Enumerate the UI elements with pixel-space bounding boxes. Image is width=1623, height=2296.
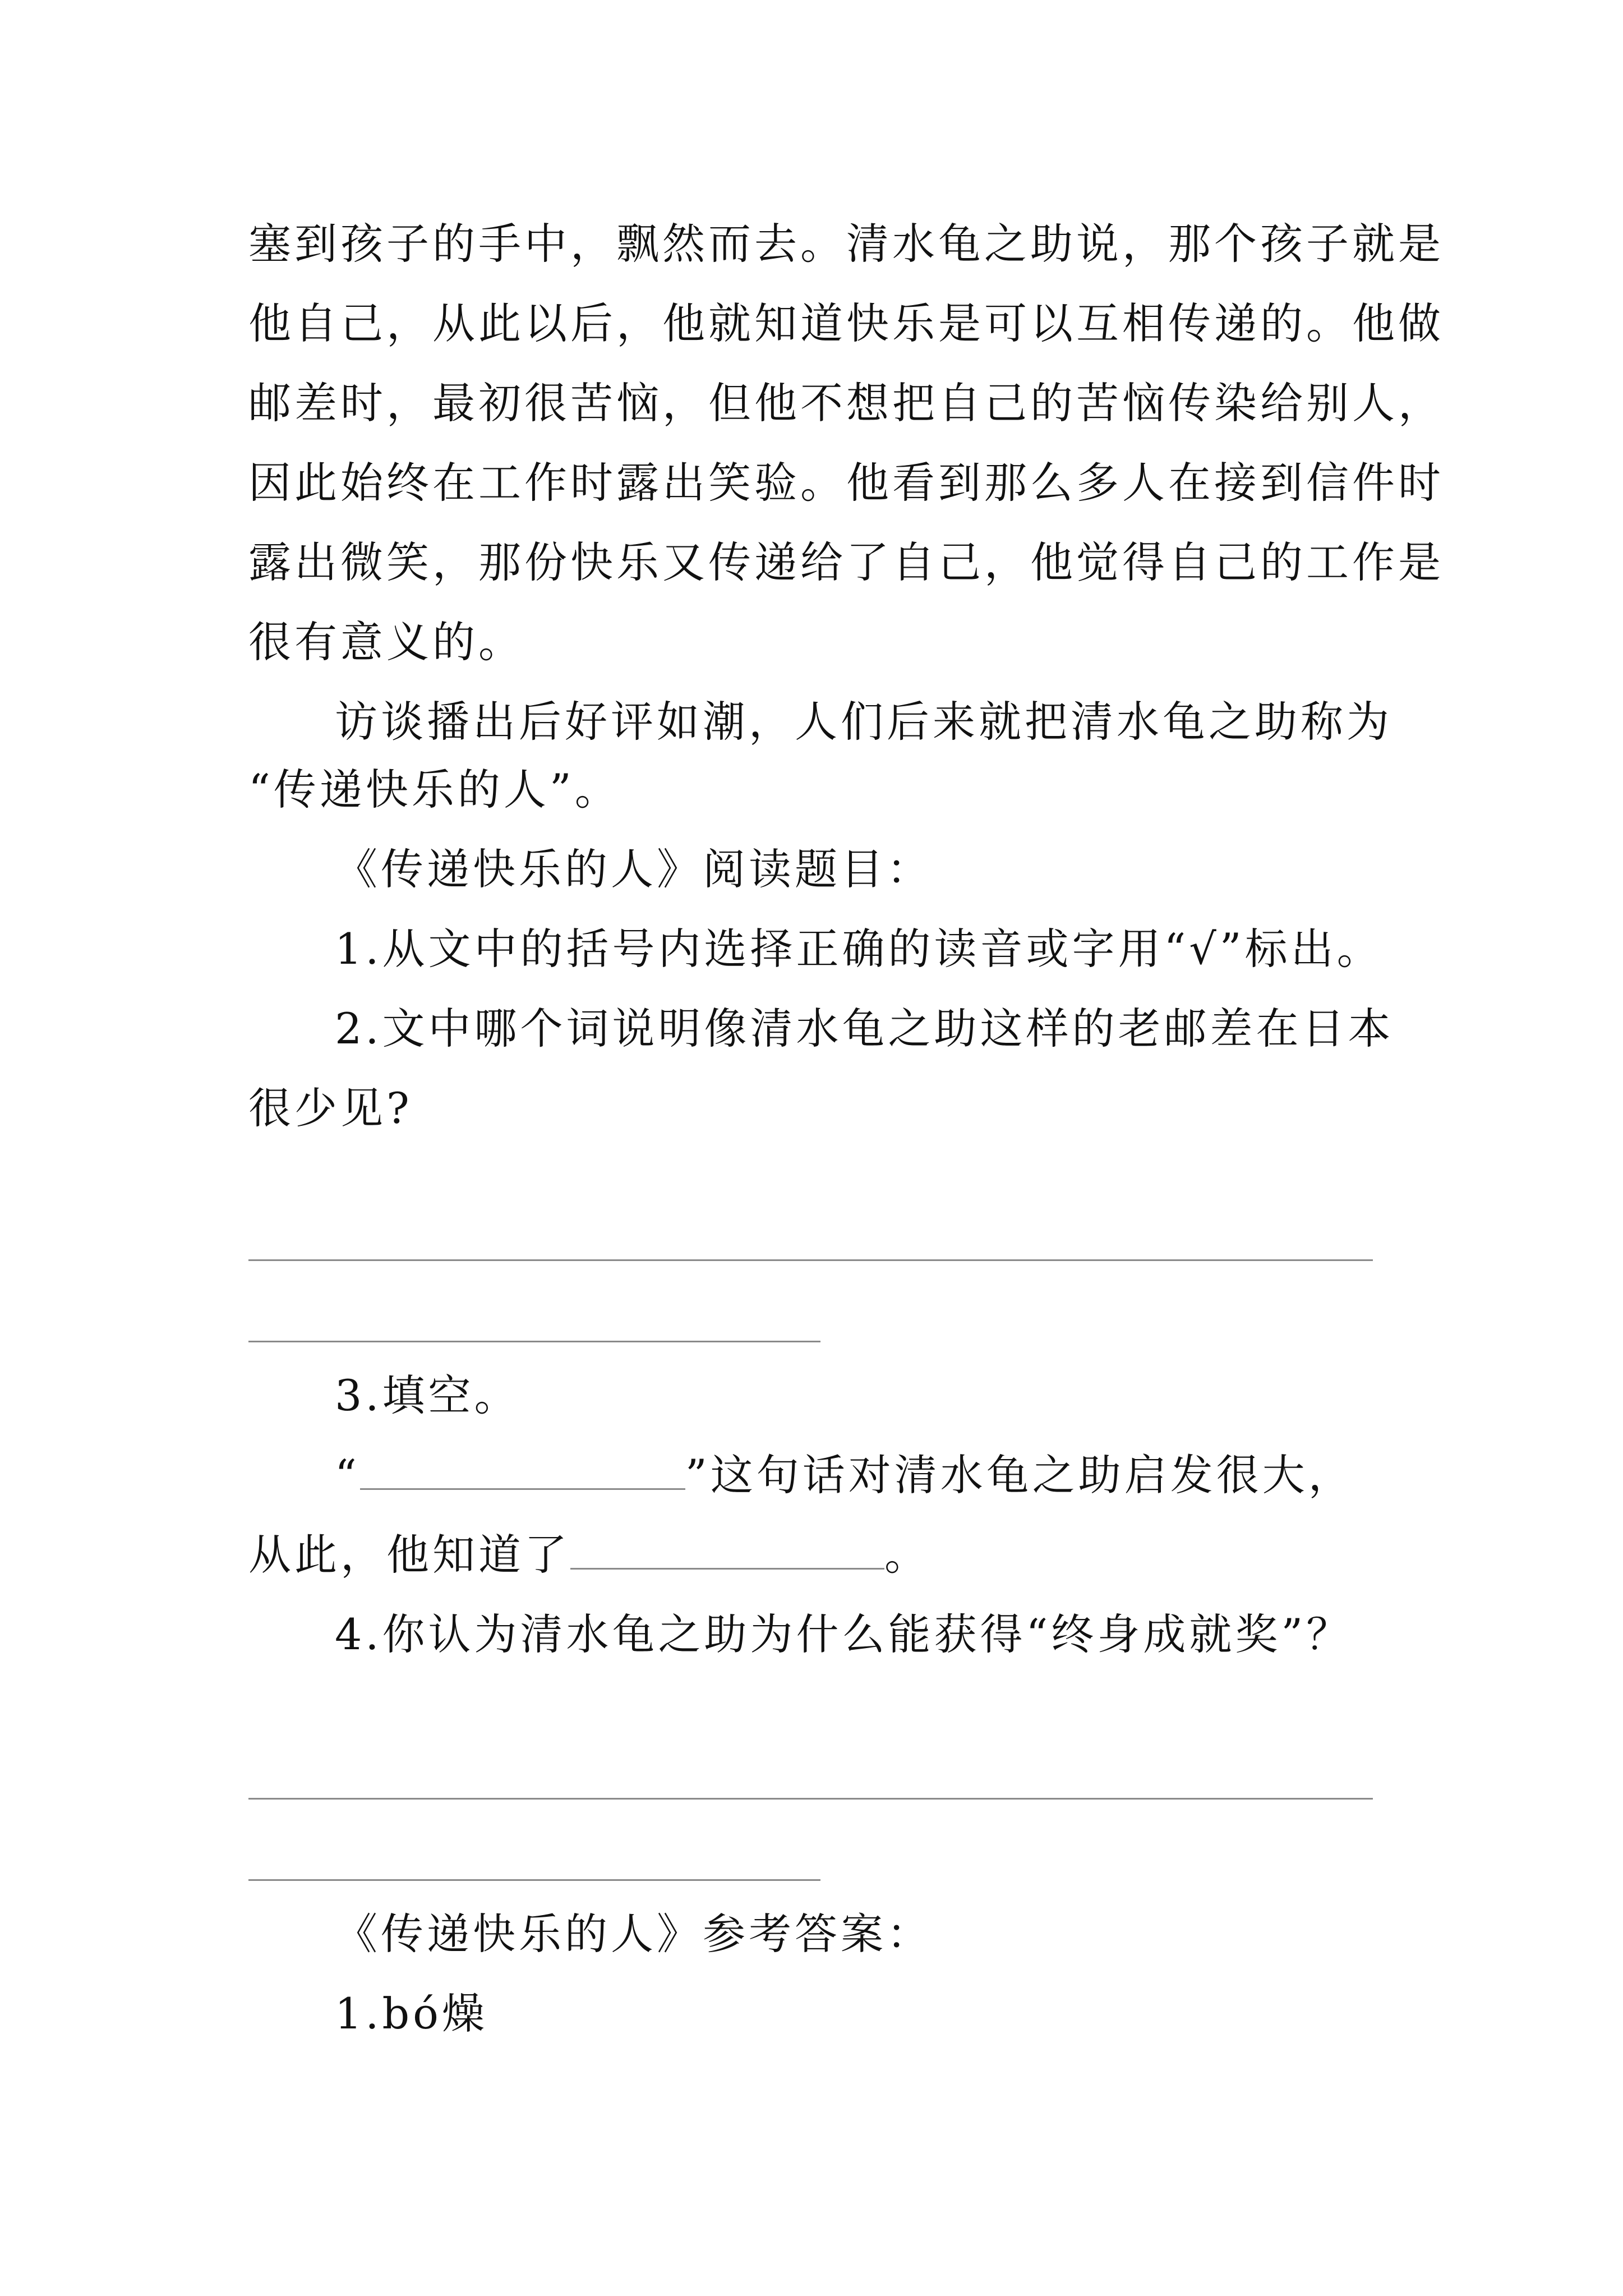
paragraph-line: 他自己，从此以后，他就知道快乐是可以互相传递的。他做 xyxy=(248,298,1444,348)
paragraph-line: 邮差时，最初很苦恼，但他不想把自己的苦恼传染给别人， xyxy=(248,378,1444,428)
answers-heading: 《传递快乐的人》参考答案： xyxy=(335,1909,933,1959)
fill-blank-quote[interactable] xyxy=(360,1449,685,1490)
questions-heading: 《传递快乐的人》阅读题目： xyxy=(335,844,933,894)
question-2-line: 2.文中哪个词说明像清水龟之助这样的老邮差在日本 xyxy=(335,1004,1394,1053)
question-3-line-2-start: 从此，他知道了 xyxy=(248,1530,570,1580)
answer-line[interactable] xyxy=(248,1341,820,1342)
paragraph-line: 很有意义的。 xyxy=(248,617,524,667)
question-2-line: 很少见? xyxy=(248,1083,413,1133)
answer-1: 1.bó燥 xyxy=(335,1989,488,2039)
paragraph-line: 因此始终在工作时露出笑验。他看到那么多人在接到信件时 xyxy=(248,458,1444,508)
paragraph-line: 塞到孩子的手中，飘然而去。清水龟之助说，那个孩子就是 xyxy=(248,219,1444,269)
answer-line[interactable] xyxy=(248,1879,820,1881)
answer-line[interactable] xyxy=(248,1798,1373,1800)
question-3-line-1-text: ”这句话对清水龟之助启发很大， xyxy=(685,1450,1354,1500)
paragraph-line: 访谈播出后好评如潮，人们后来就把清水龟之助称为 xyxy=(335,697,1393,747)
question-3-line-1 xyxy=(335,1447,1354,1503)
paragraph-line: “传递快乐的人”。 xyxy=(248,765,621,815)
question-1: 1.从文中的括号内选择正确的读音或字用“√”标出。 xyxy=(335,924,1383,974)
question-3-line-2 xyxy=(248,1527,930,1583)
fill-blank-knowledge[interactable] xyxy=(570,1529,884,1570)
open-quote: “ xyxy=(335,1450,360,1500)
answer-line[interactable] xyxy=(248,1259,1373,1261)
paragraph-line: 露出微笑，那份快乐又传递给了自己，他觉得自己的工作是 xyxy=(248,537,1444,587)
question-3-title: 3.填空。 xyxy=(335,1370,520,1420)
question-4: 4.你认为清水龟之助为什么能获得“终身成就奖”？ xyxy=(335,1609,1353,1659)
question-3-line-2-end: 。 xyxy=(884,1530,930,1580)
